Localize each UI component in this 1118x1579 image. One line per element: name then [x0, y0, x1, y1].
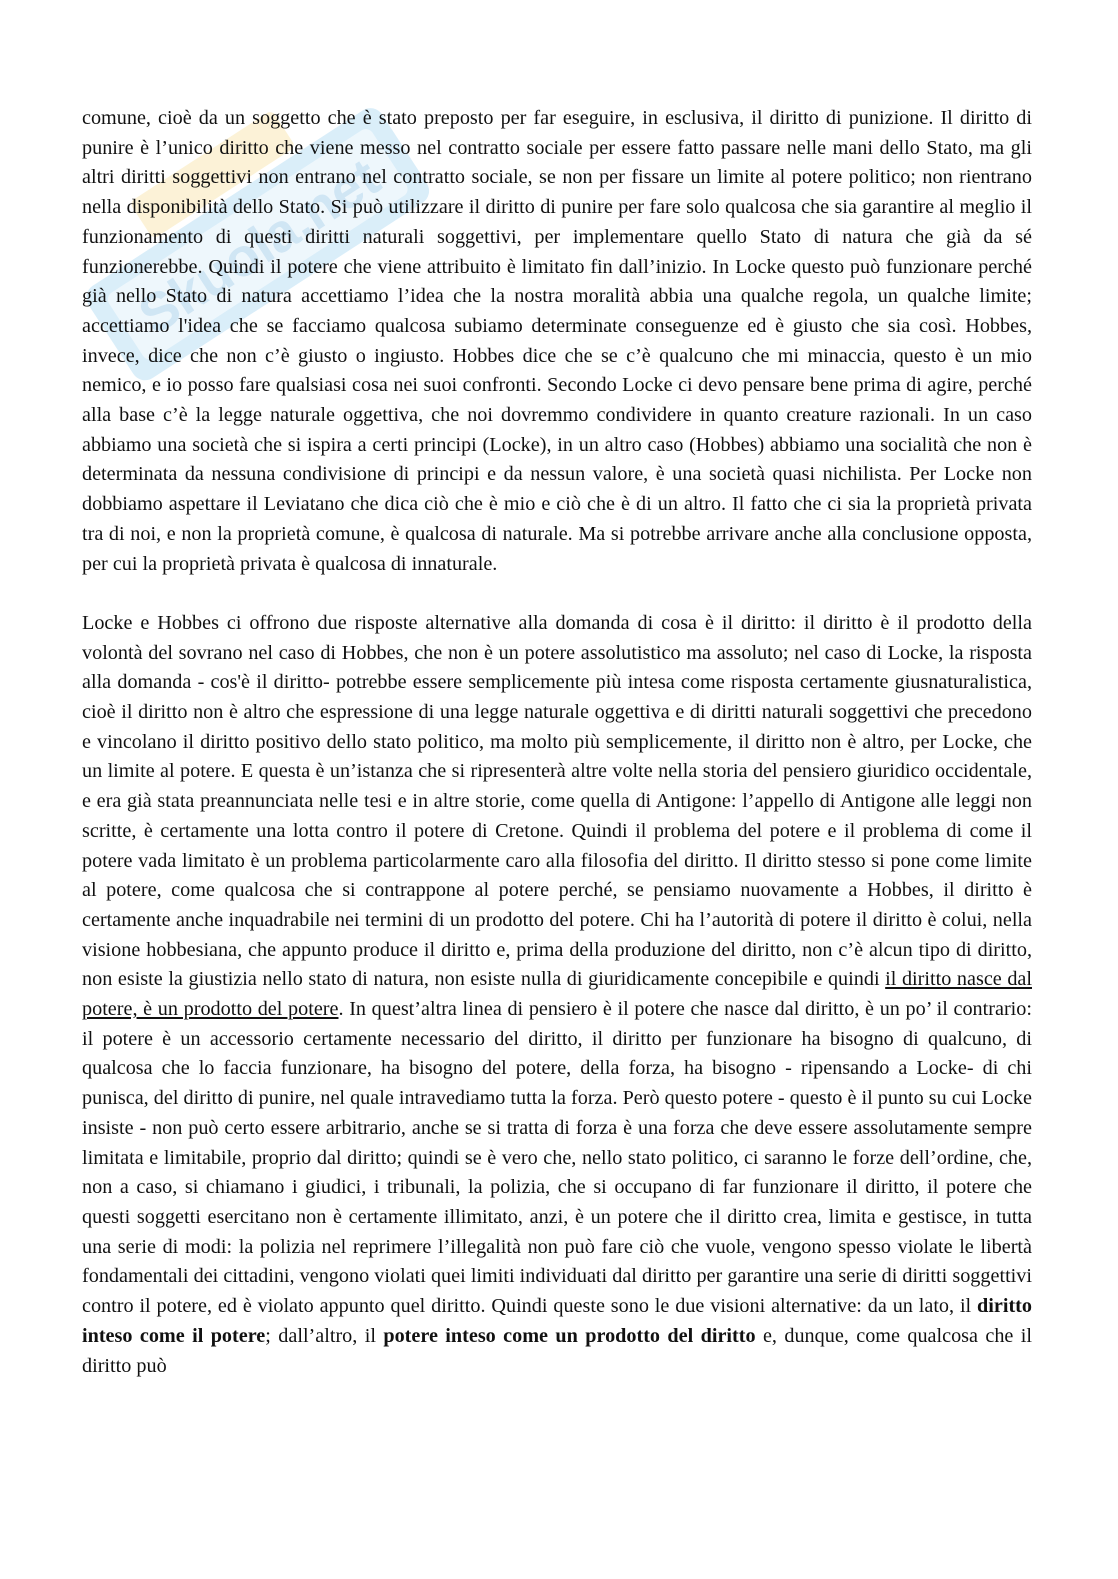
underlined-phrase: il diritto nasce dal potere, è un prodotto del potere — [82, 968, 1032, 1021]
watermark-brand-text: Skuola.net — [128, 147, 391, 347]
paragraph-2-part-2: . In quest’altra linea di pensiero è il potere che nasce dal diritto, è un po’ il contrario: il potere è un accessorio certamente necessario del diritto, il diritto per funzionare ha bisogno di qualcuno, di qualcosa che lo faccia funzionare, ha bisogno del potere, della forza, ha bisogno - ripensando a Locke- di chi punisca, del diritto di punire, nel quale intravediamo tutta la forza. Però questo potere - questo è il punto su cui Locke insiste - non può certo essere arbitrario, anche se si tratta di forza è una forza che deve essere assolutamente sempre limitata e limitabile, proprio dal diritto; quindi se è vero che, nello stato politico, ci saranno le forze dell’ordine, che, non a caso, si chiamano i giudici, i tribunali, la polizia, che si occupano di far funzionare il diritto, il potere che questi soggetti esercitano non è certamente illimitato, anzi, è un potere che il diritto crea, limita e gestisce, in tutta una serie di modi: la polizia nel reprimere l’illegalità non può fare ciò che vuole, vengono spesso violate le libertà fondamentali dei cittadini, vengono violati quei limiti individuati dal diritto per garantire una serie di diritti soggettivi contro il potere, ed è violato appunto quel diritto. Quindi queste sono le due visioni alternative: da un lato, il — [82, 998, 1032, 1318]
document-body — [82, 104, 1032, 1381]
paragraph-2-part-3: ; dall’altro, il — [265, 1324, 384, 1347]
bold-phrase-2: potere inteso come un prodotto del diritto — [383, 1324, 756, 1347]
paragraph-2 — [82, 609, 1032, 1381]
paragraph-2-part-1: Locke e Hobbes ci offrono due risposte alternative alla domanda di cosa è il diritto: il diritto è il prodotto della volontà del sovrano nel caso di Hobbes, che non è un potere assolutistico ma assoluto; nel caso di Locke, la risposta alla domanda - cos'è il diritto- potrebbe essere semplicemente più intesa come risposta certamente giusnaturalistica, cioè il diritto non è altro che espressione di una legge naturale oggettiva e di diritti naturali soggettivi che precedono e vincolano il diritto positivo dello stato politico, ma molto più semplicemente, il diritto non è altro, per Locke, che un limite al potere. E questa è un’istanza che si ripresenterà altre volte nella storia del pensiero giuridico occidentale, e era già stata preannunciata nelle tesi e in altre storie, come quella di Antigone: l’appello di Antigone alle leggi non scritte, è certamente una lotta contro il potere di Cretone. Quindi il problema del potere e il problema di come il potere vada limitato è un problema particolarmente caro alla filosofia del diritto. Il diritto stesso si pone come limite al potere, come qualcosa che si contrappone al potere perché, se pensiamo nuovamente a Hobbes, il diritto è certamente anche inquadrabile nei termini di un prodotto del potere. Chi ha l’autorità di potere il diritto è colui, nella visione hobbesiana, che appunto produce il diritto e, prima della produzione del diritto, non c’è alcun tipo di diritto, non esiste la giustizia nello stato di natura, non esiste nulla di giuridicamente concepibile e quindi — [82, 611, 1032, 991]
bold-phrase-1: diritto inteso come il potere — [82, 1295, 1032, 1347]
paragraph-2-part-4: e, dunque, come qualcosa che il diritto può — [82, 1324, 1033, 1377]
paragraph-1: comune, cioè da un soggetto che è stato preposto per far eseguire, in esclusiva, il diritto di punizione. Il diritto di punire è l’unico diritto che viene messo nel contratto sociale per essere fatto passare nelle mani dello Stato, ma gli altri diritti soggettivi non entrano nel contratto sociale, se non per fissare un limite al potere politico; non rientrano nella disponibilità dello Stato. Si può utilizzare il diritto di punire per fare solo qualcosa che sia garantire al meglio il funzionamento di questi diritti naturali soggettivi, per implementare quello Stato di natura che già da sé funzionerebbe. Quindi il potere che viene attribuito è limitato fin dall’inizio. In Locke questo può funzionare perché già nello Stato di natura accettiamo l’idea che la nostra moralità abbia una qualche regola, un qualche limite; accettiamo l'idea che se facciamo qualcosa subiamo determinate conseguenze ed è giusto che sia così. Hobbes, invece, dice che non c’è giusto o ingiusto. Hobbes dice che se c’è qualcuno che mi minaccia, questo è un mio nemico, e io posso fare qualsiasi cosa nei suoi confronti. Secondo Locke ci devo pensare bene prima di agire, perché alla base c’è la legge naturale oggettiva, che noi dovremmo condividere in quanto creature razionali. In un caso abbiamo una società che si ispira a certi principi (Locke), in un altro caso (Hobbes) abbiamo una socialità che non è determinata da nessuna condivisione di principi e da nessun valore, è una società quasi nichilista. Per Locke non dobbiamo aspettare il Leviatano che dica ciò che è mio e ciò che è di un altro. Il fatto che ci sia la proprietà privata tra di noi, e non la proprietà comune, è qualcosa di naturale. Ma si potrebbe arrivare anche alla conclusione opposta, per cui la proprietà privata è qualcosa di innaturale. — [82, 107, 1032, 575]
